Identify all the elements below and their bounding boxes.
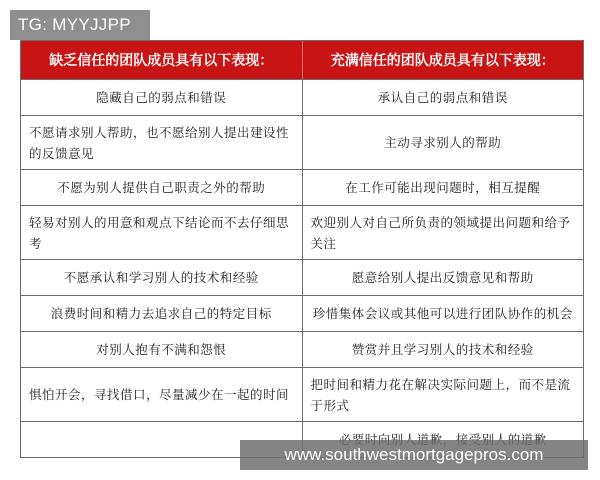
cell-low-trust: 隐藏自己的弱点和错误 [96,90,227,105]
table-row [21,115,583,169]
table-row [21,367,583,421]
watermark-url: www.southwestmortgagepros.com [240,440,588,470]
cell-low-trust: 对别人抱有不满和怨恨 [96,342,227,357]
cell-high-trust: 珍惜集体会议或其他可以进行团队协作的机会 [302,296,584,331]
cell-high-trust: 主动寻求别人的帮助 [302,116,584,169]
comparison-table [20,40,584,458]
cell-low-trust: 不愿请求别人帮助，也不愿给别人提出建设性的反馈意见 [29,124,290,161]
cell-high-trust: 愿意给别人提出反馈意见和帮助 [302,260,584,295]
cell-high-trust: 赞赏并且学习别人的技术和经验 [302,332,584,367]
cell-high-trust: 欢迎别人对自己所负责的领域提出问题和给予关注 [302,206,584,259]
header-low-trust: 缺乏信任的团队成员具有以下表现： [49,53,274,69]
cell-high-trust: 把时间和精力花在解决实际问题上，而不是流于形式 [302,368,584,421]
tag-badge: TG: MYYJJPP [10,10,150,40]
header-high-trust: 充满信任的团队成员具有以下表现： [302,41,584,79]
table-row [21,259,583,295]
table-row [21,205,583,259]
table-row [21,79,583,115]
table-row [21,295,583,331]
cell-high-trust: 承认自己的弱点和错误 [302,80,584,115]
cell-low-trust: 轻易对别人的用意和观点下结论而不去仔细思考 [29,214,290,251]
table-header-row [21,41,583,79]
cell-low-trust: 不愿承认和学习别人的技术和经验 [63,270,259,285]
cell-low-trust: 惧怕开会，寻找借口，尽量减少在一起的时间 [29,387,290,402]
table-row [21,169,583,205]
cell-low-trust: 浪费时间和精力去追求自己的特定目标 [50,306,272,321]
table-row [21,331,583,367]
cell-high-trust: 在工作可能出现问题时，相互提醒 [302,170,584,205]
cell-low-trust: 不愿为别人提供自己职责之外的帮助 [57,180,266,195]
